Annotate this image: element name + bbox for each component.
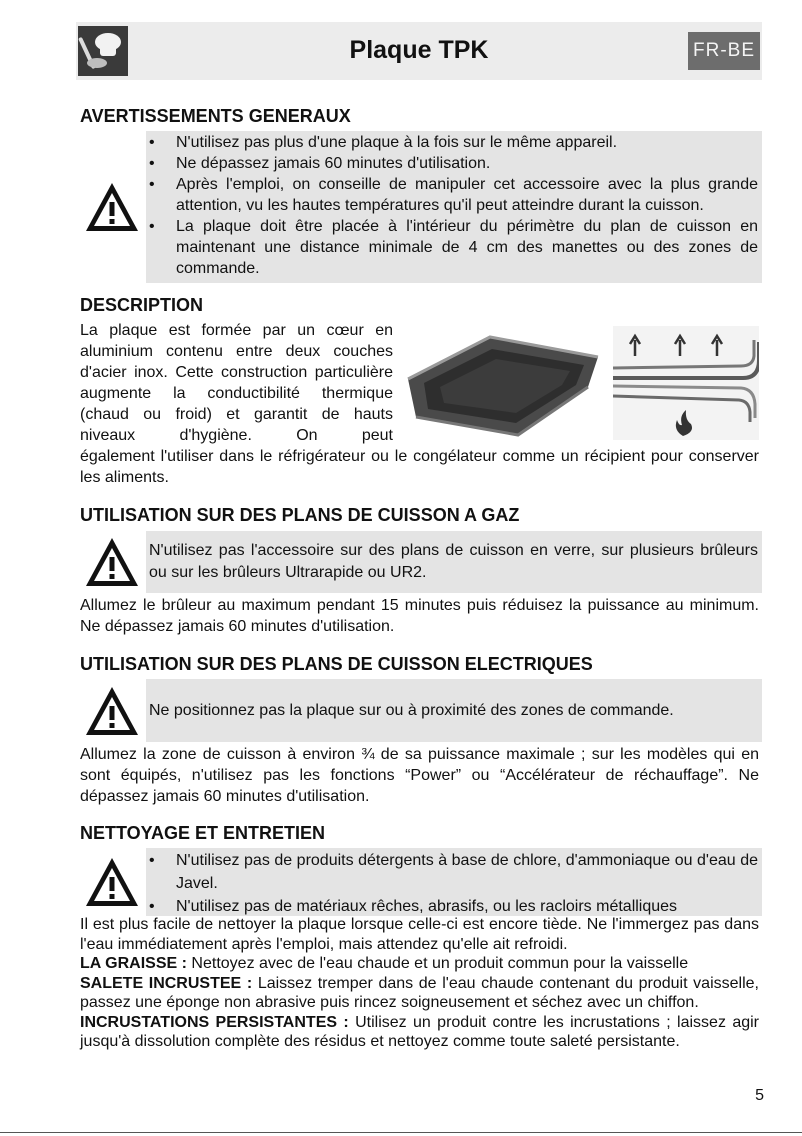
- warning-icon: [78, 848, 146, 916]
- dirt-label: SALETE INCRUSTEE :: [80, 974, 253, 992]
- persistent-label: INCRUSTATIONS PERSISTANTES :: [80, 1013, 349, 1031]
- page-title: Plaque TPK: [349, 36, 489, 64]
- cleaning-text-block: [80, 915, 759, 1052]
- list-item: • La plaque doit être placée à l'intérieur du périmètre du plan de cuisson en maintenant une distance minimale de 4 cm des manettes ou des zones de commande.: [149, 216, 758, 279]
- description-column-text: La plaque est formée par un cœur en aluminium contenu entre deux couches d'acier inox. Cette construction particulière augmente la conductibilité thermique (chaud ou froid) et garantit de hauts niveaux d'hygiène. On peut: [80, 322, 393, 444]
- language-badge: FR-BE: [688, 32, 760, 70]
- electric-warning-text: Ne positionnez pas la plaque sur ou à proximité des zones de commande.: [149, 702, 674, 719]
- dirt-text: Laissez tremper dans de l'eau chaude contenant du produit vaisselle, passez une éponge non abrasive puis rincez soigneusement et séchez avec un chiffon.: [80, 974, 759, 1011]
- plate-image: [398, 327, 602, 441]
- list-item: • N'utilisez pas de produits détergents à base de chlore, d'ammoniaque ou d'eau de Javel.: [149, 849, 758, 895]
- footer-divider: [0, 1132, 802, 1133]
- list-item: • N'utilisez pas plus d'une plaque à la fois sur le même appareil.: [149, 132, 758, 153]
- warning-icon: [78, 531, 146, 593]
- description-full-text: également l'utiliser dans le réfrigérateur ou le congélateur comme un récipient pour conserver les aliments.: [80, 448, 759, 486]
- gas-warning-box: [78, 531, 762, 593]
- electric-warning-box: [78, 679, 762, 742]
- section-heading-electric: UTILISATION SUR DES PLANS DE CUISSON ELECTRIQUES: [80, 654, 593, 674]
- list-item: • Après l'emploi, on conseille de manipuler cet accessoire avec la plus grande attention, vu les hautes températures qu'il peut atteindre durant la cuisson.: [149, 174, 758, 216]
- list-item: • Ne dépassez jamais 60 minutes d'utilisation.: [149, 153, 758, 174]
- grease-label: LA GRAISSE :: [80, 955, 187, 972]
- grease-text: Nettoyez avec de l'eau chaude et un produit commun pour la vaisselle: [191, 955, 689, 972]
- section-heading-gas: UTILISATION SUR DES PLANS DE CUISSON A GAZ: [80, 505, 520, 525]
- persistent-text: Utilisez un produit contre les incrustations ; laissez agir jusqu'à dissolution complète des résidus et nettoyez comme toute saleté persistante.: [80, 1013, 759, 1050]
- general-warning-box: [78, 131, 762, 283]
- grease-paragraph: [80, 954, 759, 974]
- electric-text: Allumez la zone de cuisson à environ ¾ de sa puissance maximale ; sur les modèles qui en sont équipés, n'utilisez pas les fonctions “Power” ou “Accélérateur de réchauffage”. Ne dépassez jamais 60 minutes d'utilisation.: [80, 746, 759, 805]
- section-heading-description: DESCRIPTION: [80, 295, 204, 315]
- gas-text: Allumez le brûleur au maximum pendant 15 minutes puis réduisez la puissance au minimum. Ne dépassez jamais 60 minutes d'utilisation.: [80, 597, 759, 635]
- dirt-paragraph: [80, 974, 759, 1013]
- section-heading-general: AVERTISSEMENTS GENERAUX: [80, 106, 351, 126]
- persistent-paragraph: [80, 1013, 759, 1052]
- gas-warning-text: N'utilisez pas l'accessoire sur des plans de cuisson en verre, sur plusieurs brûleurs ou sur les brûleurs Ultrarapide ou UR2.: [149, 542, 758, 581]
- cleaning-warning-box: [78, 848, 762, 916]
- section-heading-cleaning: NETTOYAGE ET ENTRETIEN: [80, 823, 326, 843]
- list-item: • N'utilisez pas de matériaux rêches, abrasifs, ou les racloirs métalliques: [149, 895, 758, 918]
- warning-icon: [78, 679, 146, 742]
- page-number: 5: [755, 1087, 764, 1104]
- cleaning-intro: Il est plus facile de nettoyer la plaque lorsque celle-ci est encore tiède. Ne l'immergez pas dans l'eau immédiatement après l'emploi, mais attendez qu'elle ait refroidi.: [80, 916, 759, 953]
- plate-heat-diagram: [613, 326, 759, 440]
- warning-icon: [78, 131, 146, 283]
- page-header: [76, 22, 762, 80]
